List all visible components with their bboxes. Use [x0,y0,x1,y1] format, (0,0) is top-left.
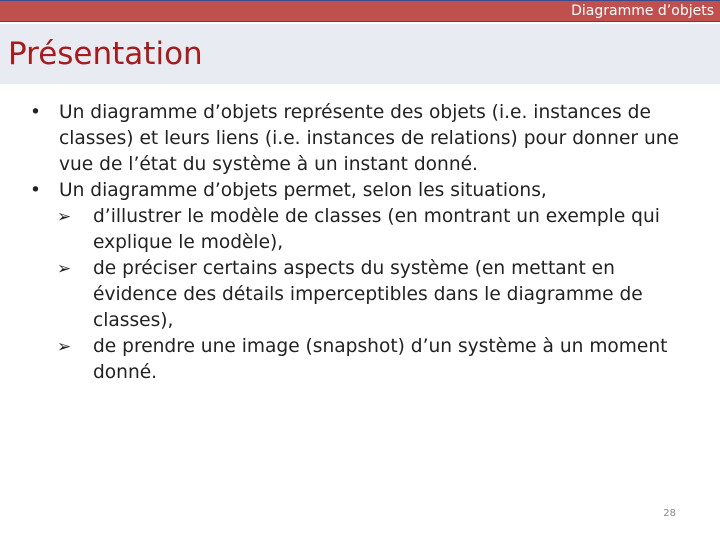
bullet-text: Un diagramme d’objets permet, selon les situations, [59,180,547,201]
sub-item-text: de prendre une image (snapshot) d’un système à un moment donné. [93,336,668,383]
page-number: 28 [663,508,676,519]
sub-item-text: d’illustrer le modèle de classes (en montrant un exemple qui explique le modèle), [93,206,660,253]
bullet-icon: • [30,102,41,123]
top-bar [0,0,720,22]
bullet-icon: • [30,180,41,201]
section-label: Diagramme d’objets [571,3,714,19]
sub-item [0,204,720,256]
arrow-bullet-icon: ➢ [57,207,72,227]
bullet-text: Un diagramme d’objets représente des objets (i.e. instances de classes) et leurs liens (i.e. instances de relations) pour donner une vue de l’état du système à un instant donné. [59,102,679,175]
bullet-item [0,100,720,178]
arrow-bullet-icon: ➢ [57,259,72,279]
page-title: Présentation [8,36,203,72]
sub-item [0,256,720,334]
arrow-bullet-icon: ➢ [57,337,72,357]
bullet-item [0,178,720,204]
sub-item-text: de préciser certains aspects du système (en mettant en évidence des détails imperceptibles dans le diagramme de classes), [93,258,643,331]
sub-item [0,334,720,386]
slide-content [0,100,720,386]
